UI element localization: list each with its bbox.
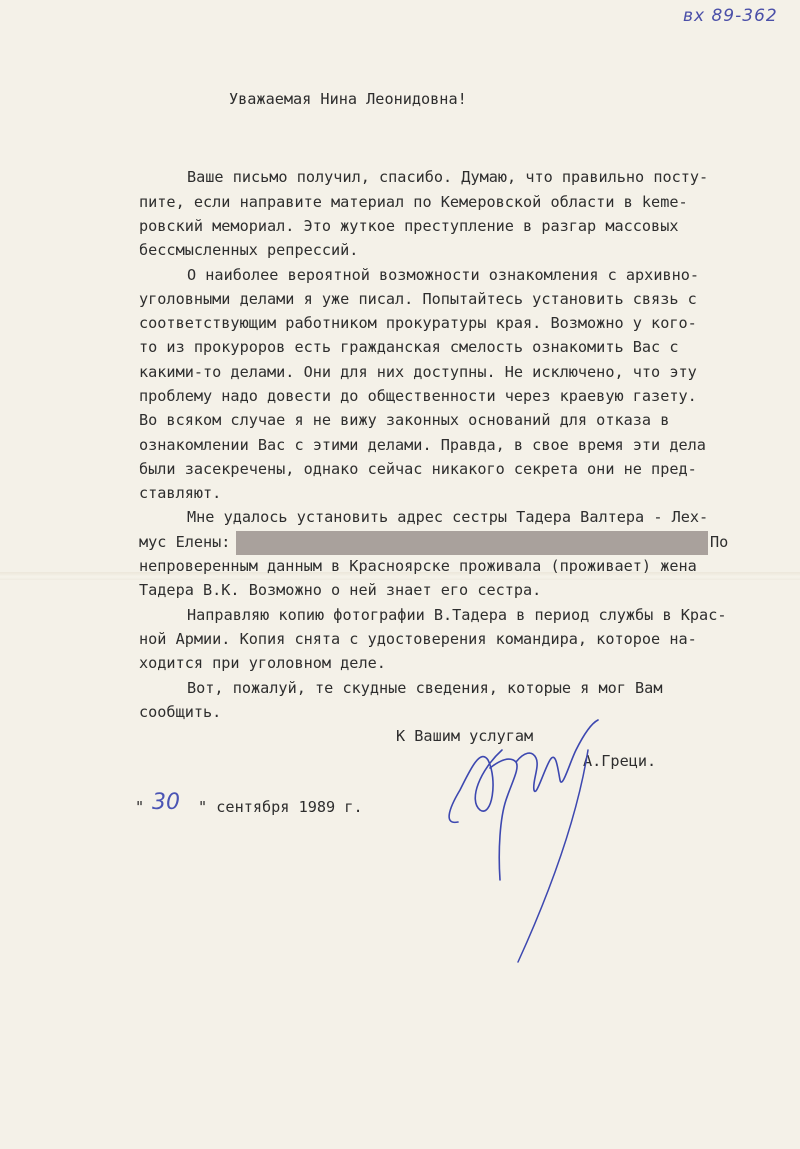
- signer-name: А.Греци.: [583, 752, 657, 770]
- redacted-address: [236, 531, 708, 555]
- body-line: пите, если направите материал по Кемеровской области в keme-: [139, 193, 688, 211]
- date-month-year: " сентября 1989 г.: [198, 798, 363, 816]
- body-line: ходится при уголовном деле.: [139, 654, 386, 672]
- body-line: ной Армии. Копия снята с удостоверения командира, которое на-: [139, 630, 697, 648]
- date-day-handwritten: 30: [152, 790, 180, 815]
- body-line: бессмысленных репрессий.: [139, 241, 359, 259]
- body-line: ровский мемориал. Это жуткое преступление в разгар массовых: [139, 217, 679, 235]
- body-line: уголовными делами я уже писал. Попытайтесь установить связь с: [139, 290, 697, 308]
- body-line: ставляют.: [139, 484, 222, 502]
- body-line: О наиболее вероятной возможности ознакомления с архивно-: [187, 266, 700, 284]
- body-line: соответствующим работником прокуратуры края. Возможно у кого-: [139, 314, 697, 332]
- body-line: проблему надо довести до общественности через краевую газету.: [139, 387, 697, 405]
- body-line: Во всяком случае я не вижу законных оснований для отказа в: [139, 411, 670, 429]
- body-line: то из прокуроров есть гражданская смелость ознакомить Вас с: [139, 338, 679, 356]
- body-line: мус Елены:: [139, 533, 231, 551]
- body-line: ознакомлении Вас с этими делами. Правда, в свое время эти дела: [139, 436, 706, 454]
- body-line: Ваше письмо получил, спасибо. Думаю, что правильно посту-: [187, 168, 709, 186]
- body-line: какими-то делами. Они для них доступны. Не исключено, что эту: [139, 363, 697, 381]
- salutation: Уважаемая Нина Леонидовна!: [229, 90, 467, 108]
- body-line: Вот, пожалуй, те скудные сведения, которые я мог Вам: [187, 679, 663, 697]
- body-line: Направляю копию фотографии В.Тадера в период службы в Крас-: [187, 606, 727, 624]
- date-open-quote: ": [135, 798, 145, 816]
- handwritten-signature: [440, 710, 640, 970]
- body-line: Тадера В.К. Возможно о ней знает его сестра.: [139, 581, 542, 599]
- registry-number: вх 89-362: [683, 6, 778, 26]
- body-line: Мне удалось установить адрес сестры Тадера Валтера - Лех-: [187, 508, 709, 526]
- body-line: непроверенным данным в Красноярске проживала (проживает) жена: [139, 557, 697, 575]
- closing: К Вашим услугам: [396, 727, 534, 745]
- body-line: По: [710, 533, 729, 551]
- body-line: сообщить.: [139, 703, 222, 721]
- body-line: были засекречены, однако сейчас никакого секрета они не пред-: [139, 460, 697, 478]
